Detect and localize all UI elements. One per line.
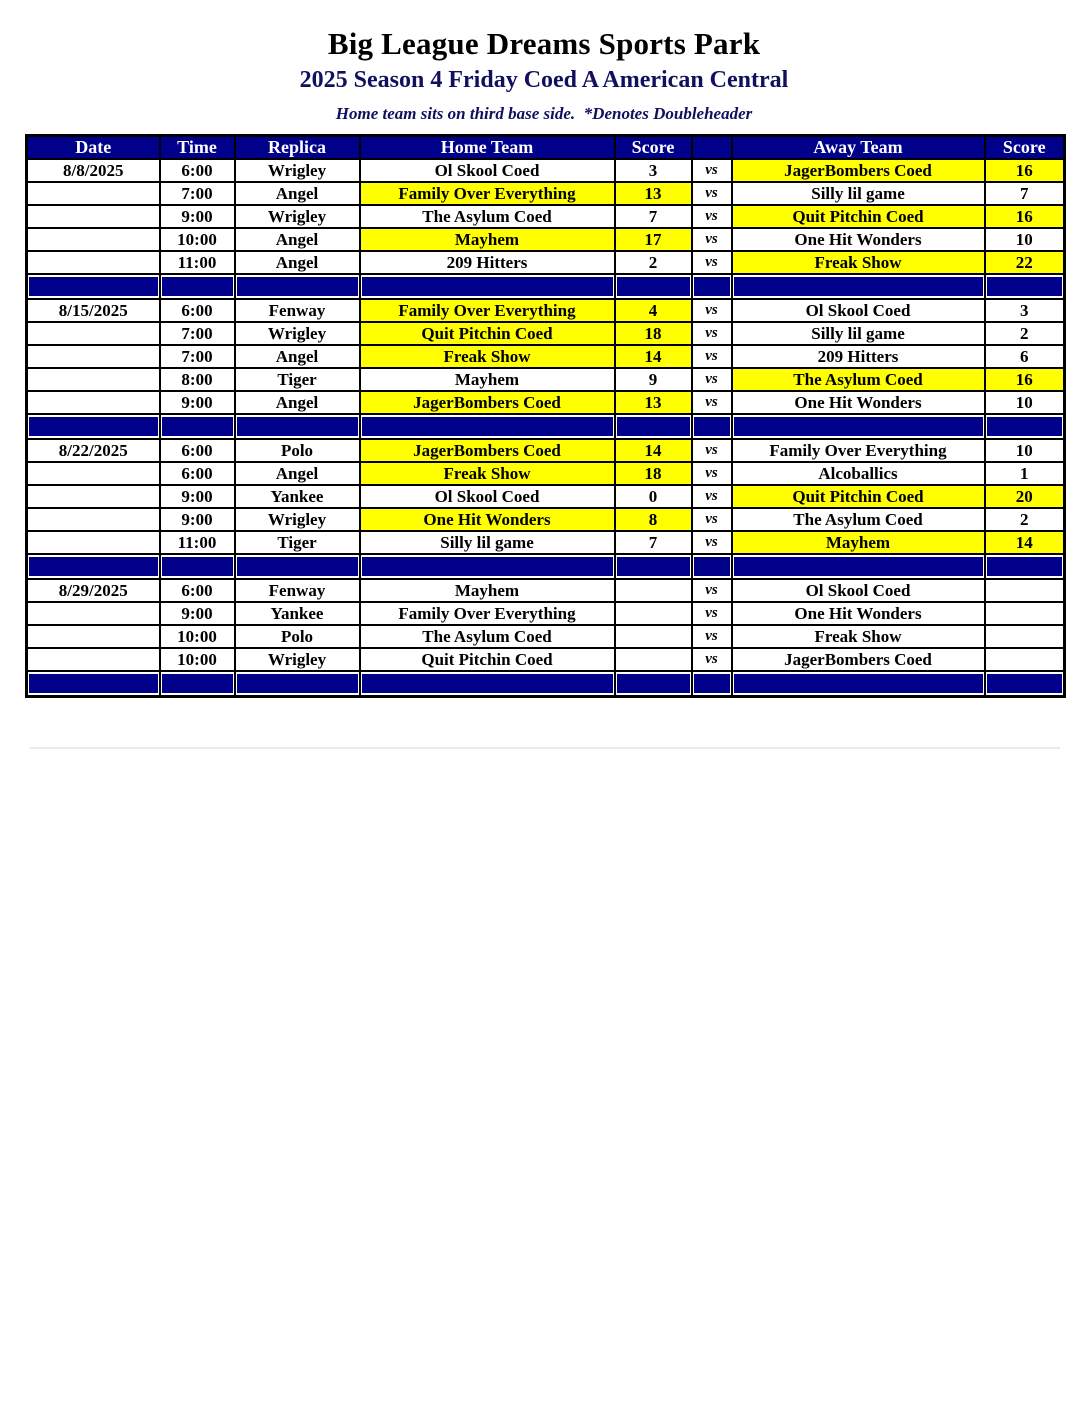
- col-header-replica: Replica: [235, 136, 360, 160]
- separator-cell: [732, 554, 985, 579]
- replica-cell: Wrigley: [235, 159, 360, 182]
- home-team-cell: The Asylum Coed: [360, 625, 615, 648]
- away-score-cell: 1: [985, 462, 1065, 485]
- home-score-cell: 7: [615, 205, 692, 228]
- vs-cell: vs: [692, 159, 732, 182]
- date-cell: [27, 602, 160, 625]
- home-team-cell: Family Over Everything: [360, 182, 615, 205]
- home-team-cell: Freak Show: [360, 462, 615, 485]
- separator-cell: [732, 274, 985, 299]
- schedule-body: [27, 159, 1065, 697]
- home-score-cell: [615, 625, 692, 648]
- date-cell: [27, 322, 160, 345]
- home-score-cell: 17: [615, 228, 692, 251]
- away-score-cell: [985, 625, 1065, 648]
- col-header-away-team: Away Team: [732, 136, 985, 160]
- vs-cell: vs: [692, 182, 732, 205]
- home-score-cell: 18: [615, 322, 692, 345]
- game-row: [27, 228, 1065, 251]
- game-row: [27, 625, 1065, 648]
- away-score-cell: 6: [985, 345, 1065, 368]
- home-score-cell: 3: [615, 159, 692, 182]
- game-row: [27, 159, 1065, 182]
- separator-cell: [732, 414, 985, 439]
- replica-cell: Wrigley: [235, 508, 360, 531]
- replica-cell: Wrigley: [235, 205, 360, 228]
- time-cell: 9:00: [160, 602, 235, 625]
- game-row: [27, 648, 1065, 671]
- away-team-cell: One Hit Wonders: [732, 228, 985, 251]
- vs-cell: vs: [692, 322, 732, 345]
- game-row: [27, 391, 1065, 414]
- replica-cell: Angel: [235, 345, 360, 368]
- away-score-cell: [985, 648, 1065, 671]
- date-cell: [27, 228, 160, 251]
- game-row: [27, 205, 1065, 228]
- game-row: [27, 531, 1065, 554]
- replica-cell: Angel: [235, 251, 360, 274]
- date-cell: [27, 508, 160, 531]
- game-row: [27, 182, 1065, 205]
- date-cell: [27, 205, 160, 228]
- home-team-cell: JagerBombers Coed: [360, 391, 615, 414]
- away-team-cell: Quit Pitchin Coed: [732, 205, 985, 228]
- away-team-cell: Silly lil game: [732, 182, 985, 205]
- vs-cell: vs: [692, 625, 732, 648]
- table-header-row: [27, 136, 1065, 160]
- home-score-cell: 0: [615, 485, 692, 508]
- home-team-cell: Family Over Everything: [360, 602, 615, 625]
- time-cell: 7:00: [160, 345, 235, 368]
- away-score-cell: 16: [985, 368, 1065, 391]
- home-score-cell: 7: [615, 531, 692, 554]
- time-cell: 6:00: [160, 159, 235, 182]
- away-team-cell: Family Over Everything: [732, 439, 985, 462]
- separator-cell: [27, 274, 160, 299]
- separator-cell: [27, 414, 160, 439]
- away-score-cell: 10: [985, 439, 1065, 462]
- separator-cell: [985, 671, 1065, 697]
- vs-cell: vs: [692, 508, 732, 531]
- home-team-cell: Mayhem: [360, 579, 615, 602]
- away-score-cell: 14: [985, 531, 1065, 554]
- date-cell: [27, 531, 160, 554]
- home-team-cell: Mayhem: [360, 368, 615, 391]
- away-team-cell: One Hit Wonders: [732, 391, 985, 414]
- col-header-time: Time: [160, 136, 235, 160]
- home-team-cell: JagerBombers Coed: [360, 439, 615, 462]
- schedule-note: Home team sits on third base side. *Denotes Doubleheader: [335, 104, 753, 123]
- time-cell: 11:00: [160, 531, 235, 554]
- section-separator-row: [27, 671, 1065, 697]
- time-cell: 6:00: [160, 439, 235, 462]
- col-header-home-team: Home Team: [360, 136, 615, 160]
- away-score-cell: 16: [985, 205, 1065, 228]
- page-subtitle: 2025 Season 4 Friday Coed A American Central: [299, 67, 789, 93]
- schedule-table: [25, 134, 1066, 698]
- col-header-away-score: Score: [985, 136, 1065, 160]
- time-cell: 7:00: [160, 182, 235, 205]
- vs-cell: vs: [692, 368, 732, 391]
- home-score-cell: 4: [615, 299, 692, 322]
- date-cell: [27, 368, 160, 391]
- home-team-cell: 209 Hitters: [360, 251, 615, 274]
- game-row: [27, 299, 1065, 322]
- date-cell: 8/29/2025: [27, 579, 160, 602]
- game-row: [27, 579, 1065, 602]
- vs-cell: vs: [692, 485, 732, 508]
- separator-cell: [160, 554, 235, 579]
- replica-cell: Angel: [235, 182, 360, 205]
- separator-cell: [27, 671, 160, 697]
- vs-cell: vs: [692, 648, 732, 671]
- time-cell: 9:00: [160, 391, 235, 414]
- separator-cell: [160, 274, 235, 299]
- separator-cell: [692, 671, 732, 697]
- home-team-cell: Quit Pitchin Coed: [360, 322, 615, 345]
- game-row: [27, 439, 1065, 462]
- home-team-cell: Family Over Everything: [360, 299, 615, 322]
- replica-cell: Angel: [235, 228, 360, 251]
- away-score-cell: 2: [985, 508, 1065, 531]
- time-cell: 7:00: [160, 322, 235, 345]
- replica-cell: Angel: [235, 391, 360, 414]
- away-score-cell: 22: [985, 251, 1065, 274]
- home-score-cell: 18: [615, 462, 692, 485]
- game-row: [27, 251, 1065, 274]
- home-team-cell: The Asylum Coed: [360, 205, 615, 228]
- separator-cell: [235, 671, 360, 697]
- away-score-cell: 7: [985, 182, 1065, 205]
- separator-cell: [27, 554, 160, 579]
- date-cell: [27, 345, 160, 368]
- away-team-cell: The Asylum Coed: [732, 368, 985, 391]
- separator-cell: [235, 274, 360, 299]
- time-cell: 10:00: [160, 228, 235, 251]
- separator-cell: [160, 414, 235, 439]
- home-score-cell: 13: [615, 182, 692, 205]
- time-cell: 10:00: [160, 625, 235, 648]
- time-cell: 10:00: [160, 648, 235, 671]
- game-row: [27, 368, 1065, 391]
- home-team-cell: Mayhem: [360, 228, 615, 251]
- vs-cell: vs: [692, 205, 732, 228]
- replica-cell: Fenway: [235, 299, 360, 322]
- time-cell: 6:00: [160, 579, 235, 602]
- away-score-cell: 3: [985, 299, 1065, 322]
- away-team-cell: Freak Show: [732, 625, 985, 648]
- col-header-home-score: Score: [615, 136, 692, 160]
- separator-cell: [360, 414, 615, 439]
- separator-cell: [615, 274, 692, 299]
- home-score-cell: 8: [615, 508, 692, 531]
- away-team-cell: Silly lil game: [732, 322, 985, 345]
- date-cell: [27, 648, 160, 671]
- col-header-vs: [692, 136, 732, 160]
- replica-cell: Polo: [235, 439, 360, 462]
- date-cell: 8/15/2025: [27, 299, 160, 322]
- away-team-cell: JagerBombers Coed: [732, 648, 985, 671]
- vs-cell: vs: [692, 439, 732, 462]
- away-team-cell: Alcoballics: [732, 462, 985, 485]
- vs-cell: vs: [692, 251, 732, 274]
- separator-cell: [360, 274, 615, 299]
- home-score-cell: 2: [615, 251, 692, 274]
- vs-cell: vs: [692, 602, 732, 625]
- home-score-cell: 14: [615, 345, 692, 368]
- time-cell: 11:00: [160, 251, 235, 274]
- game-row: [27, 485, 1065, 508]
- separator-cell: [985, 414, 1065, 439]
- replica-cell: Wrigley: [235, 322, 360, 345]
- separator-cell: [160, 671, 235, 697]
- home-team-cell: Quit Pitchin Coed: [360, 648, 615, 671]
- home-team-cell: Silly lil game: [360, 531, 615, 554]
- game-row: [27, 602, 1065, 625]
- home-score-cell: [615, 579, 692, 602]
- separator-cell: [360, 671, 615, 697]
- home-team-cell: Ol Skool Coed: [360, 485, 615, 508]
- time-cell: 9:00: [160, 508, 235, 531]
- separator-cell: [732, 671, 985, 697]
- vs-cell: vs: [692, 531, 732, 554]
- vs-cell: vs: [692, 228, 732, 251]
- time-cell: 9:00: [160, 485, 235, 508]
- replica-cell: Yankee: [235, 485, 360, 508]
- separator-cell: [692, 414, 732, 439]
- separator-cell: [360, 554, 615, 579]
- home-team-cell: Ol Skool Coed: [360, 159, 615, 182]
- home-team-cell: Freak Show: [360, 345, 615, 368]
- replica-cell: Yankee: [235, 602, 360, 625]
- date-cell: [27, 182, 160, 205]
- home-score-cell: 9: [615, 368, 692, 391]
- time-cell: 9:00: [160, 205, 235, 228]
- replica-cell: Angel: [235, 462, 360, 485]
- vs-cell: vs: [692, 391, 732, 414]
- separator-cell: [235, 554, 360, 579]
- page-title: Big League Dreams Sports Park: [327, 26, 761, 61]
- away-team-cell: One Hit Wonders: [732, 602, 985, 625]
- separator-cell: [615, 671, 692, 697]
- separator-cell: [235, 414, 360, 439]
- away-score-cell: 10: [985, 228, 1065, 251]
- home-score-cell: [615, 648, 692, 671]
- vs-cell: vs: [692, 345, 732, 368]
- game-row: [27, 462, 1065, 485]
- home-score-cell: [615, 602, 692, 625]
- time-cell: 6:00: [160, 299, 235, 322]
- page-artifact-line: [30, 747, 1060, 749]
- home-score-cell: 14: [615, 439, 692, 462]
- away-score-cell: 16: [985, 159, 1065, 182]
- away-score-cell: [985, 579, 1065, 602]
- date-cell: [27, 485, 160, 508]
- replica-cell: Tiger: [235, 531, 360, 554]
- away-score-cell: [985, 602, 1065, 625]
- away-team-cell: Freak Show: [732, 251, 985, 274]
- time-cell: 8:00: [160, 368, 235, 391]
- vs-cell: vs: [692, 462, 732, 485]
- col-header-date: Date: [27, 136, 160, 160]
- separator-cell: [692, 274, 732, 299]
- away-score-cell: 20: [985, 485, 1065, 508]
- time-cell: 6:00: [160, 462, 235, 485]
- section-separator-row: [27, 414, 1065, 439]
- date-cell: [27, 391, 160, 414]
- away-team-cell: JagerBombers Coed: [732, 159, 985, 182]
- away-team-cell: The Asylum Coed: [732, 508, 985, 531]
- separator-cell: [985, 554, 1065, 579]
- date-cell: [27, 625, 160, 648]
- away-team-cell: Ol Skool Coed: [732, 299, 985, 322]
- separator-cell: [985, 274, 1065, 299]
- game-row: [27, 322, 1065, 345]
- away-score-cell: 2: [985, 322, 1065, 345]
- separator-cell: [692, 554, 732, 579]
- home-score-cell: 13: [615, 391, 692, 414]
- separator-cell: [615, 414, 692, 439]
- replica-cell: Tiger: [235, 368, 360, 391]
- date-cell: [27, 462, 160, 485]
- away-team-cell: 209 Hitters: [732, 345, 985, 368]
- vs-cell: vs: [692, 299, 732, 322]
- section-separator-row: [27, 274, 1065, 299]
- date-cell: [27, 251, 160, 274]
- separator-cell: [615, 554, 692, 579]
- game-row: [27, 345, 1065, 368]
- game-row: [27, 508, 1065, 531]
- replica-cell: Fenway: [235, 579, 360, 602]
- away-team-cell: Quit Pitchin Coed: [732, 485, 985, 508]
- away-team-cell: Ol Skool Coed: [732, 579, 985, 602]
- date-cell: 8/8/2025: [27, 159, 160, 182]
- section-separator-row: [27, 554, 1065, 579]
- home-team-cell: One Hit Wonders: [360, 508, 615, 531]
- vs-cell: vs: [692, 579, 732, 602]
- replica-cell: Wrigley: [235, 648, 360, 671]
- away-team-cell: Mayhem: [732, 531, 985, 554]
- replica-cell: Polo: [235, 625, 360, 648]
- date-cell: 8/22/2025: [27, 439, 160, 462]
- away-score-cell: 10: [985, 391, 1065, 414]
